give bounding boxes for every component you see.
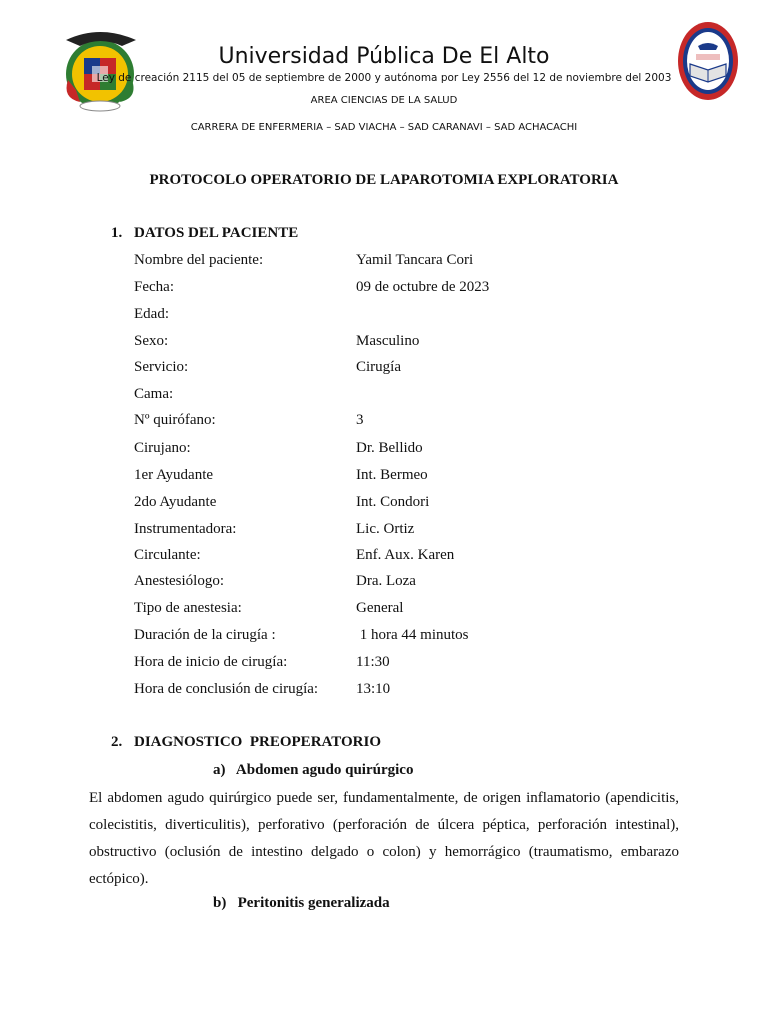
row-value-anesthesia-type: General	[356, 600, 404, 616]
row-value-second-assistant: Int. Condori	[356, 494, 430, 510]
row-value-first-assistant: Int. Bermeo	[356, 467, 428, 483]
row-label-first-assistant: 1er Ayudante	[134, 467, 214, 483]
row-value-scrub-nurse: Lic. Ortiz	[356, 521, 415, 537]
university-name: Universidad Pública De El Alto	[218, 44, 550, 69]
subheading-a: a) Abdomen agudo quirúrgico	[213, 762, 414, 778]
row-value-sex: Masculino	[356, 333, 420, 349]
row-value-service: Cirugía	[356, 359, 401, 375]
row-value-surgery-duration: 1 hora 44 minutos	[356, 627, 469, 643]
row-label-start-time: Hora de inicio de cirugía:	[134, 654, 288, 670]
row-label-service: Servicio:	[134, 359, 189, 375]
row-value-surgeon: Dr. Bellido	[356, 440, 423, 456]
row-label-date: Fecha:	[134, 279, 174, 295]
row-label-anesthesia-type: Tipo de anestesia:	[134, 600, 242, 616]
law-line: Ley de creación 2115 del 05 de septiembre de 2000 y autónoma por Ley 2556 del 12 de noviembre del 2003	[96, 72, 672, 84]
row-label-anesthesiologist: Anestesiólogo:	[134, 573, 224, 589]
section-2-number: 2.	[111, 734, 123, 750]
row-label-surgery-duration: Duración de la cirugía :	[134, 627, 276, 643]
career-line: CARRERA DE ENFERMERIA – SAD VIACHA – SAD CARANAVI – SAD ACHACACHI	[190, 122, 578, 133]
row-label-surgeon: Cirujano:	[134, 440, 191, 456]
row-label-patient-name: Nombre del paciente:	[134, 252, 264, 268]
row-value-start-time: 11:30	[356, 654, 390, 670]
row-value-end-time: 13:10	[356, 681, 391, 697]
row-value-date: 09 de octubre de 2023	[356, 279, 490, 295]
row-value-patient-name: Yamil Tancara Cori	[356, 252, 474, 268]
paragraph-acute-abdomen: El abdomen agudo quirúrgico puede ser, fundamentalmente, de origen inflamatorio (apendicitis, colecistitis, diverticulitis), perforativo (perforación de úlcera péptica, perforación intestinal), obstructivo (oclusión de intestino delgado o colon) y hemorrágico (traumatismo, embarazo ectópico).	[89, 790, 679, 887]
row-label-second-assistant: 2do Ayudante	[134, 494, 217, 510]
document-title: PROTOCOLO OPERATORIO DE LAPAROTOMIA EXPLORATORIA	[149, 172, 619, 188]
row-label-end-time: Hora de conclusión de cirugía:	[134, 681, 319, 697]
section-1-heading: DATOS DEL PACIENTE	[134, 225, 299, 241]
section-1-number: 1.	[111, 225, 123, 241]
row-label-age: Edad:	[134, 306, 169, 322]
row-label-operating-room: Nº quirófano:	[134, 412, 216, 428]
row-label-bed: Cama:	[134, 386, 174, 402]
row-label-sex: Sexo:	[134, 333, 169, 349]
subheading-b: b) Peritonitis generalizada	[213, 895, 390, 911]
row-label-scrub-nurse: Instrumentadora:	[134, 521, 237, 537]
row-value-operating-room: 3	[356, 412, 364, 428]
row-value-circulating-nurse: Enf. Aux. Karen	[356, 547, 455, 563]
row-label-circulating-nurse: Circulante:	[134, 547, 201, 563]
row-value-anesthesiologist: Dra. Loza	[356, 573, 416, 589]
area-line: AREA CIENCIAS DE LA SALUD	[310, 95, 458, 106]
section-2-heading: DIAGNOSTICO PREOPERATORIO	[134, 734, 381, 750]
